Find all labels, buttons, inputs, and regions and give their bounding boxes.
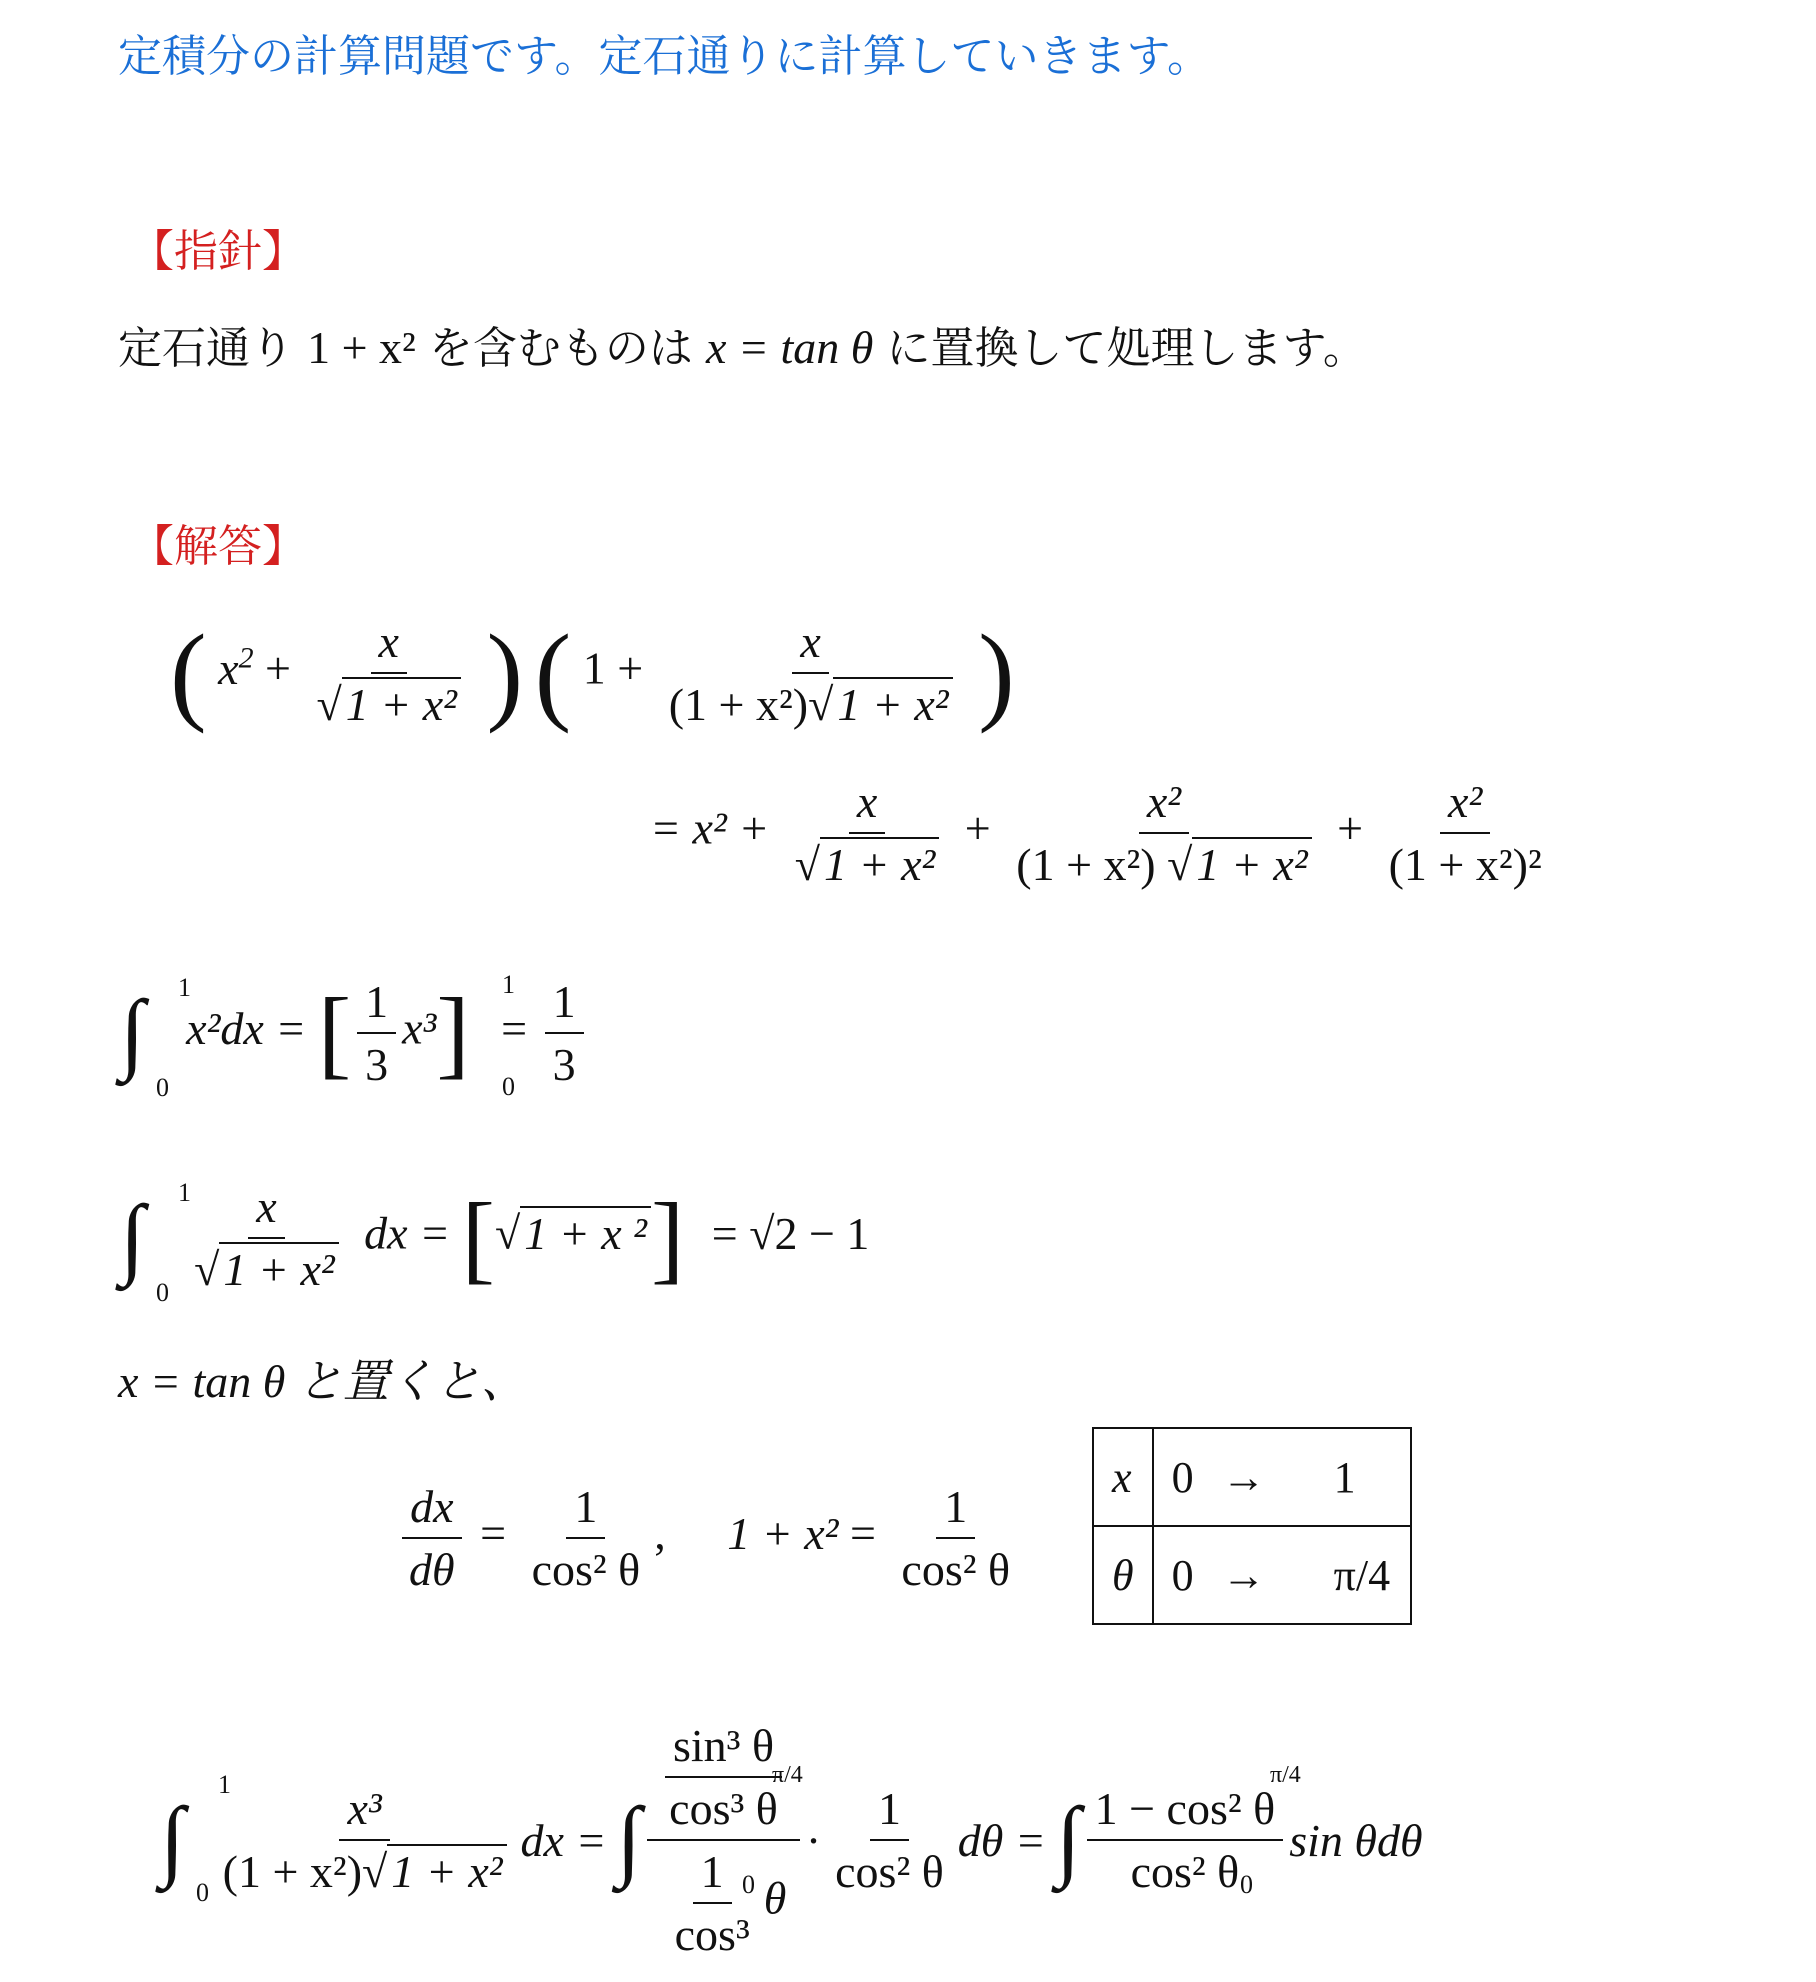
derivative-relations: $\frac{dx}{d\theta}$ = $\frac{1}{\text{cos² θ}}$ , 1 + x² = $\frac{1}{\text{cos² θ}}$ [395,1480,1024,1596]
result-fraction: $\frac{1}{3}$ [545,975,584,1091]
upper-limit: 1 [178,973,191,1002]
hint-math-2: x = tan θ [706,322,874,373]
hint-heading: 【指針】 [130,226,306,277]
table-cell: x [1093,1428,1153,1526]
lower-limit-rhs: 0 [1240,1870,1253,1899]
lower-limit: 0 [156,1073,169,1102]
hint-suffix: に置換して処理します。 [886,323,1367,374]
table-row [1093,1428,1411,1526]
fraction [308,615,469,731]
sqrt-radicand: 1 + x² [342,677,461,730]
hint-math-1: 1 + x² [307,322,416,373]
integrand: x²dx = [186,1002,307,1054]
intro-text: 定積分の計算問題です。定石通りに計算していきます。 [118,31,1211,82]
integrand-fraction: $\frac{x}{\text{√1 + x²}}$ [186,1180,347,1296]
hint-prefix: 定石通り [118,323,294,374]
bracket-close: ] [650,1182,685,1293]
fraction-2-den: (1 + x²)√1 + x² [661,674,961,731]
integral-sign: ∫ [160,1790,185,1889]
rhs-term-1: = x² + [650,802,770,854]
dx-dtheta-rhs: $\frac{1}{\text{cos² θ}}$ [531,1481,641,1595]
substitution-table [1092,1427,1412,1625]
table-cell: 0 → π/4 [1153,1526,1411,1624]
table-row [1093,1526,1411,1624]
dx-dtheta: $\frac{dx}{d\theta}$ [401,1480,463,1596]
rhs-fraction: $\frac{\text{1 − cos² θ}}{\text{cos² θ}}$ [1087,1782,1284,1898]
lower-limit: 0 [196,1878,209,1907]
upper-limit: 1 [218,1770,231,1799]
integral-sign: ∫ [120,983,145,1082]
integral-sign-3: ∫ [1055,1790,1081,1889]
lower-limit-mid: 0 [742,1870,755,1899]
pi-over-4-limit: π/4 [772,1762,803,1788]
rhs-term-3: $\frac{\text{x²}}{\text{(1 + x²) √1 + x²}}$ [1008,775,1319,891]
hint-text [118,312,1367,376]
x-squared: $x^2$ [218,641,254,694]
paren-open: ( [170,612,207,734]
substitution-text: x = tan θ と置くと、 [118,1356,527,1407]
one-plus-x2-rhs: $\frac{1}{\text{cos² θ}}$ [901,1481,1011,1595]
rhs-term-4: $\frac{\text{x²}}{\text{(1 + x²)²}}$ [1388,776,1542,890]
expansion-rhs: = x² + $\frac{x}{\text{√1 + x²}}$ + $\frac{\text{x²}}{\text{(1 + x²) √1 + x²}}$ + $\frac{\text{x²}}{\text{(1 + x²)²}}$ [650,775,1556,891]
bracket-open: [ [317,977,352,1088]
cos2-fraction: $\frac{1}{\text{cos² θ}}$ [835,1783,944,1897]
one-plus-x2: 1 + x² [727,1507,839,1559]
table-cell: 0 → 1 [1153,1428,1411,1526]
paren-open-2: ( [534,612,572,734]
bracket-fraction: $\frac{1}{3}$ [357,975,396,1091]
integral-sign: ∫ [120,1188,145,1287]
fraction-2-num: x [792,615,828,674]
rhs-term-2: $\frac{x}{\text{√1 + x²}}$ [787,775,948,891]
answer-heading: 【解答】 [130,521,306,572]
bracket-upper-limit: 1 [502,970,515,999]
bracket-open: [ [461,1182,495,1293]
table-cell: θ [1093,1526,1153,1624]
lower-limit: 0 [156,1278,169,1307]
upper-limit: 1 [178,1178,191,1207]
bracket-lower-limit: 0 [502,1072,515,1101]
nested-fraction: $\frac{\text{sin³ θ}}{\text{cos³ θ}}$ $\frac{1}{\text{cos³}}$ θ [647,1719,800,1961]
hint-middle: を含むものは [428,323,693,374]
paren-close-2: ) [978,612,1015,734]
fraction-den: √1 + x² [308,674,469,731]
bracket-close: ] [436,977,470,1088]
integral-2: ∫ 1 0 $\frac{x}{\text{√1 + x²}}$ dx = [√1 + x ²] = √2 − 1 [120,1178,870,1307]
fraction-2 [661,615,961,731]
pi-over-4-limit-2: π/4 [1270,1762,1301,1788]
paren-close: ) [486,612,524,734]
integrand-fraction: $\frac{\text{x³}}{\text{(1 + x²)√1 + x²}}$ [215,1782,515,1898]
integral-1: ∫ 1 0 x²dx = [ $\frac{1}{3}$ x³] = $\frac{1}{3}$ [120,975,590,1105]
fraction-num: x [371,615,407,674]
expansion-lhs: ( $x^2$ + $\frac{x}{\text{√1 + x²}}$ ) ( 1 + $\frac{x}{\text{(1 + x²)√1 + x²}}$ ) [170,612,1015,734]
integral-3: ∫ 1 0 $\frac{\text{x³}}{\text{(1 + x²)√1 + x²}}$ dx = ∫ $\frac{\text{sin³ θ}}{\text{cos³ θ}}$ $\frac{1}{\text{cos³}}$ θ · $\frac{1}{\text{cos² θ}}$ dθ = ∫ $\frac{\text{1 − cos² θ}}{\text{cos² θ}}$ sin θdθ [160,1720,1423,1960]
integral-sign-2: ∫ [616,1790,642,1889]
result: = √2 − 1 [711,1207,870,1259]
